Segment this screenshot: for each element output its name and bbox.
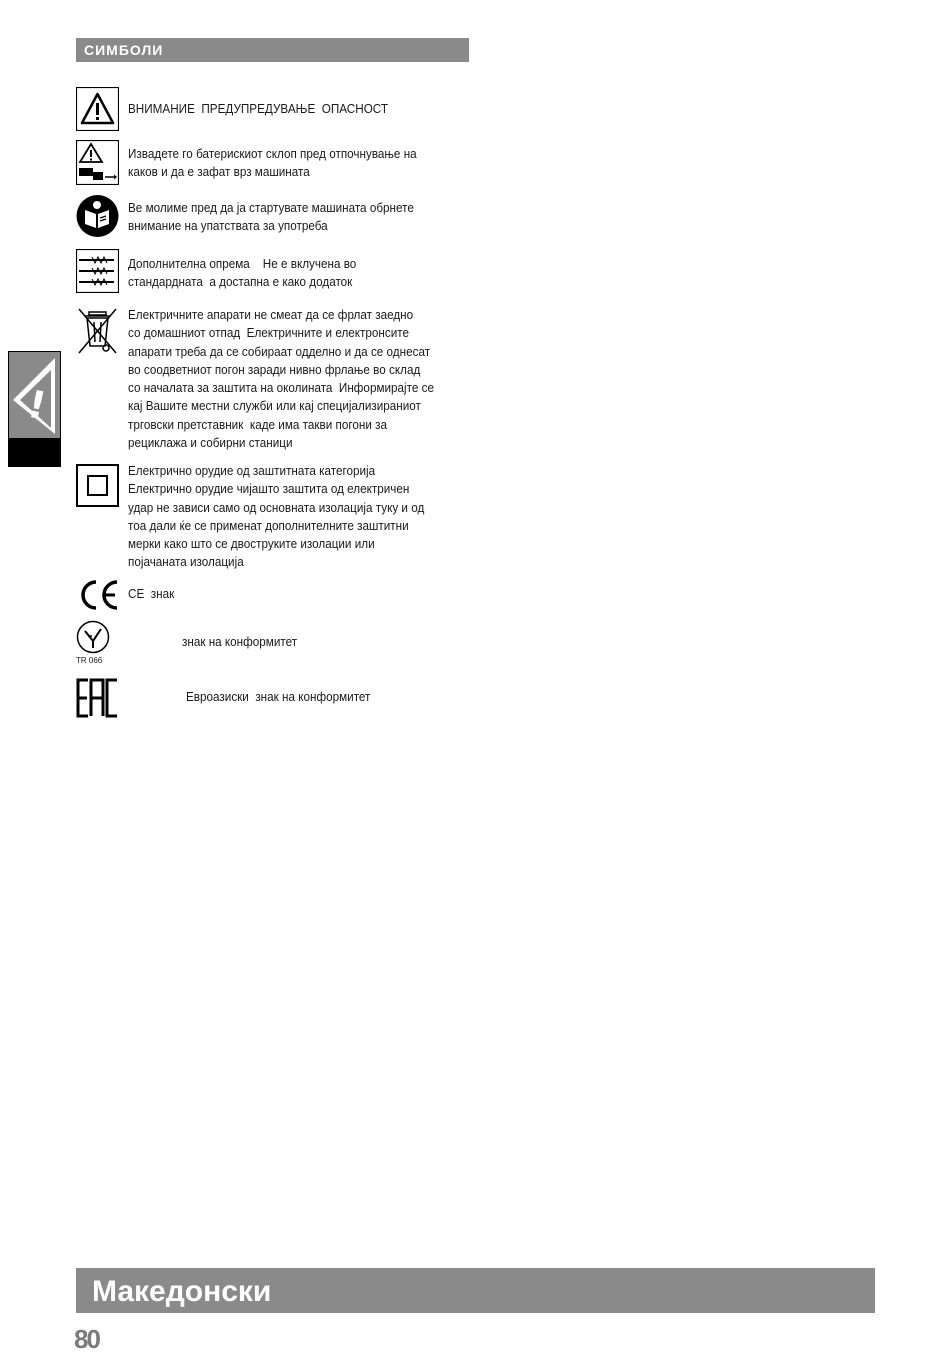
eac-mark-icon (76, 678, 120, 718)
crossed-bin-icon (76, 306, 119, 356)
symbol-text: Дополнителна опрема Не е вклучена во стандардната а достапна е како додаток (128, 256, 357, 290)
symbol-text: Евроазиски знак на конформитет (186, 689, 371, 704)
symbol-row-eac (76, 678, 476, 718)
section-header (76, 38, 469, 62)
svg-text:!: ! (23, 381, 51, 429)
read-manual-icon (76, 194, 119, 238)
symbol-row-disposal (76, 306, 476, 456)
ukraine-caption: TR 066 (76, 656, 103, 665)
remove-battery-icon (76, 140, 119, 185)
page-number: 80 (74, 1324, 99, 1354)
ce-mark-icon (76, 580, 120, 610)
section-title: СИМБОЛИ (84, 42, 164, 58)
symbol-text: Извадете го батерискиот склоп пред отпочнување на каков и да е зафат врз машината (128, 146, 417, 180)
symbol-row-warning (76, 87, 476, 131)
side-warning-icon (9, 352, 60, 438)
double-insulation-icon (76, 464, 119, 507)
symbol-row-ce (76, 580, 476, 610)
symbol-text: Електрично орудие од заштитната категорија Електрично орудие чијашто заштита од електричен удар не зависи само од основната изолација туку и од тоа дали ќе се применат дополнителните заштитни мерки како што се двоструките изолации или појачаната изолација (128, 463, 425, 570)
symbol-text: ВНИМАНИЕ ПРЕДУПРЕДУВАЊЕ ОПАСНОСТ (128, 101, 389, 116)
symbol-row-insulation (76, 462, 476, 574)
symbol-text: CE знак (128, 586, 175, 601)
symbol-row-manual (76, 194, 476, 238)
symbol-text: Ве молиме пред да ја стартувате машината обрнете внимание на упатствата за употреба (128, 200, 414, 234)
warning-triangle-icon (76, 87, 119, 131)
accessory-drill-bits-icon (76, 249, 119, 293)
symbol-row-accessory (76, 249, 476, 293)
symbol-text: Електричните апарати не смеат да се фрлат заедно со домашниот отпад Електричните и електронсите апарати треба да се собираат одделно и да се однесат во соодветниот погон заради нивно фрлање во склад со началата за заштита на околината Информирајте се кај Вашите местни служби или кај специјализираниот трговски претставник каде има такви погони за рециклажа и собирни станици (128, 307, 434, 451)
side-warning-tab (8, 351, 61, 467)
symbol-row-battery (76, 140, 476, 185)
symbol-text: знак на конформитет (182, 634, 298, 649)
symbol-row-ukraine (76, 620, 476, 668)
language-label: Македонски (92, 1275, 272, 1308)
language-footer-bar (76, 1268, 875, 1313)
ukraine-conformity-icon (76, 620, 112, 656)
